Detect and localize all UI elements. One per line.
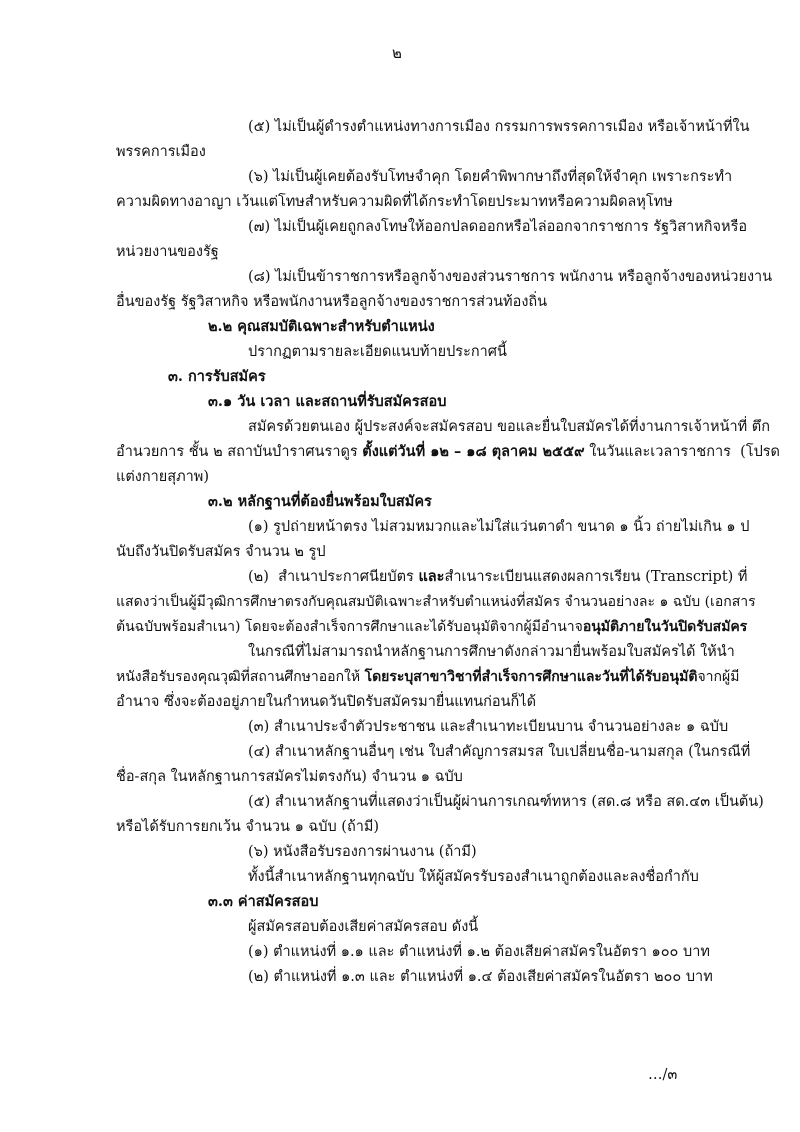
certificate-requirement: โดยระบุสาขาวิชาที่สำเร็จการศึกษาและวันที่ได้รับอนุมัติ xyxy=(364,669,698,685)
evidence-2-and: และ xyxy=(418,568,445,585)
evidence-note: ทั้งนี้สำเนาหลักฐานทุกฉบับ ให้ผู้สมัครรับรองสำเนาถูกต้องและลงชื่อกำกับ xyxy=(248,869,699,885)
evidence-2-line-2: แสดงว่าเป็นผู้มีวุฒิการศึกษาตรงกับคุณสมบัติเฉพาะสำหรับตำแหน่งที่สมัคร จำนวนอย่างละ ๑ ฉบับ (เอกสาร xyxy=(116,594,756,610)
evidence-2-line-5-post: จากผู้มี xyxy=(697,669,740,685)
page-number: ๒ xyxy=(392,44,402,62)
evidence-2-line-3-pre: ต้นฉบับพร้อมสำเนา) โดยจะต้องสำเร็จการศึกษาและได้รับอนุมัติจากผู้มีอำนาจ xyxy=(116,619,583,635)
evidence-3: (๓) สำเนาประจำตัวประชาชน และสำเนาทะเบียนบาน จำนวนอย่างละ ๑ ฉบับ xyxy=(248,719,729,735)
approval-deadline: อนุมัติภายในวันปิดรับสมัคร xyxy=(582,619,748,635)
evidence-5-line-2: หรือได้รับการยกเว้น จำนวน ๑ ฉบับ (ถ้ามี) xyxy=(116,819,380,835)
evidence-2-line-4: ในกรณีที่ไม่สามารถนำหลักฐานการศึกษาดังกล่าวมายื่นพร้อมใบสมัครได้ ให้นำ xyxy=(248,644,735,660)
evidence-6: (๖) หนังสือรับรองการผ่านงาน (ถ้ามี) xyxy=(248,844,477,860)
next-page-marker: …/๓ xyxy=(648,1067,678,1083)
qualification-6-line-1: (๖) ไม่เป็นผู้เคยต้องรับโทษจำคุก โดยคำพิพากษาถึงที่สุดให้จำคุก เพราะกระทำ xyxy=(248,169,733,185)
evidence-1-line-2: นับถึงวันปิดรับสมัคร จำนวน ๒ รูป xyxy=(116,544,326,560)
evidence-2-line-1-pre: (๒) สำเนาประกาศนียบัตร xyxy=(248,569,419,585)
qualification-5-line-1: (๕) ไม่เป็นผู้ดำรงตำแหน่งทางการเมือง กรรมการพรรคการเมือง หรือเจ้าหน้าที่ใน xyxy=(248,119,750,135)
evidence-1-line-1: (๑) รูปถ่ายหน้าตรง ไม่สวมหมวกและไม่ใส่แว่นตาดำ ขนาด ๑ นิ้ว ถ่ายไม่เกิน ๑ ป xyxy=(248,519,750,535)
section-3-heading: ๓. การรับสมัคร xyxy=(168,368,266,385)
fee-item-1: (๑) ตำแหน่งที่ ๑.๑ และ ตำแหน่งที่ ๑.๒ ต้องเสียค่าสมัครในอัตรา ๑๐๐ บาท xyxy=(248,944,710,960)
evidence-4-line-2: ชื่อ-สกุล ในหลักฐานการสมัครไม่ตรงกัน) จำนวน ๑ ฉบับ xyxy=(116,769,463,785)
qualification-5-line-2: พรรคการเมือง xyxy=(116,144,206,160)
section-3-1-line-2-post: ในวันและเวลาราชการ (โปรด xyxy=(584,444,780,460)
qualification-7-line-2: หน่วยงานของรัฐ xyxy=(116,244,219,260)
evidence-2-line-5 xyxy=(116,666,739,688)
qualification-7-line-1: (๗) ไม่เป็นผู้เคยถูกลงโทษให้ออกปลดออกหรือไล่ออกจากราชการ รัฐวิสาหกิจหรือ xyxy=(248,219,748,235)
section-3-1-heading: ๓.๑ วัน เวลา และสถานที่รับสมัครสอบ xyxy=(208,393,447,410)
section-3-1-line-2 xyxy=(116,441,780,463)
evidence-2-line-6: อำนาจ ซึ่งจะต้องอยู่ภายในกำหนดวันปิดรับสมัครมายื่นแทนก่อนก็ได้ xyxy=(116,694,536,710)
evidence-4-line-1: (๔) สำเนาหลักฐานอื่นๆ เช่น ใบสำคัญการสมรส ใบเปลี่ยนชื่อ-นามสกุล (ในกรณีที่ xyxy=(248,744,751,760)
section-3-3-heading: ๓.๓ ค่าสมัครสอบ xyxy=(208,893,319,910)
evidence-5-line-1: (๕) สำเนาหลักฐานที่แสดงว่าเป็นผู้ผ่านการเกณฑ์ทหาร (สด.๘ หรือ สด.๔๓ เป็นต้น) xyxy=(248,794,764,810)
section-2-2-heading: ๒.๒ คุณสมบัติเฉพาะสำหรับตำแหน่ง xyxy=(208,318,435,335)
evidence-2-line-5-pre: หนังสือรับรองคุณวุฒิที่สถานศึกษาออกให้ xyxy=(116,669,365,685)
section-3-2-heading: ๓.๒ หลักฐานที่ต้องยื่นพร้อมใบสมัคร xyxy=(208,493,432,510)
qualification-8-line-2: อื่นของรัฐ รัฐวิสาหกิจ หรือพนักงานหรือลูกจ้างของราชการส่วนท้องถิ่น xyxy=(116,294,548,310)
fee-intro: ผู้สมัครสอบต้องเสียค่าสมัครสอบ ดังนี้ xyxy=(248,919,479,935)
section-3-1-line-3: แต่งกายสุภาพ) xyxy=(116,469,210,485)
qualification-8-line-1: (๘) ไม่เป็นข้าราชการหรือลูกจ้างของส่วนราชการ พนักงาน หรือลูกจ้างของหน่วยงาน xyxy=(248,269,773,285)
section-3-1-line-1: สมัครด้วยตนเอง ผู้ประสงค์จะสมัครสอบ ขอและยื่นใบสมัครได้ที่งานการเจ้าหน้าที่ ตึก xyxy=(248,419,770,435)
application-dates: ตั้งแต่วันที่ ๑๒ – ๑๘ ตุลาคม ๒๕๕๙ xyxy=(362,443,585,460)
qualification-6-line-2: ความผิดทางอาญา เว้นแต่โทษสำหรับความผิดที่ได้กระทำโดยประมาทหรือความผิดลหุโทษ xyxy=(116,194,673,210)
section-2-2-text: ปรากฏตามรายละเอียดแนบท้ายประกาศนี้ xyxy=(248,344,507,360)
evidence-2-line-1-post: สำเนาระเบียนแสดงผลการเรียน (Transcript) ที่ xyxy=(444,569,748,585)
fee-item-2: (๒) ตำแหน่งที่ ๑.๓ และ ตำแหน่งที่ ๑.๔ ต้องเสียค่าสมัครในอัตรา ๒๐๐ บาท xyxy=(248,969,713,985)
evidence-2-line-1 xyxy=(248,566,747,588)
section-3-1-line-2-pre: อำนวยการ ชั้น ๒ สถาบันบำราศนราดูร xyxy=(116,444,363,460)
evidence-2-line-3 xyxy=(116,616,747,638)
